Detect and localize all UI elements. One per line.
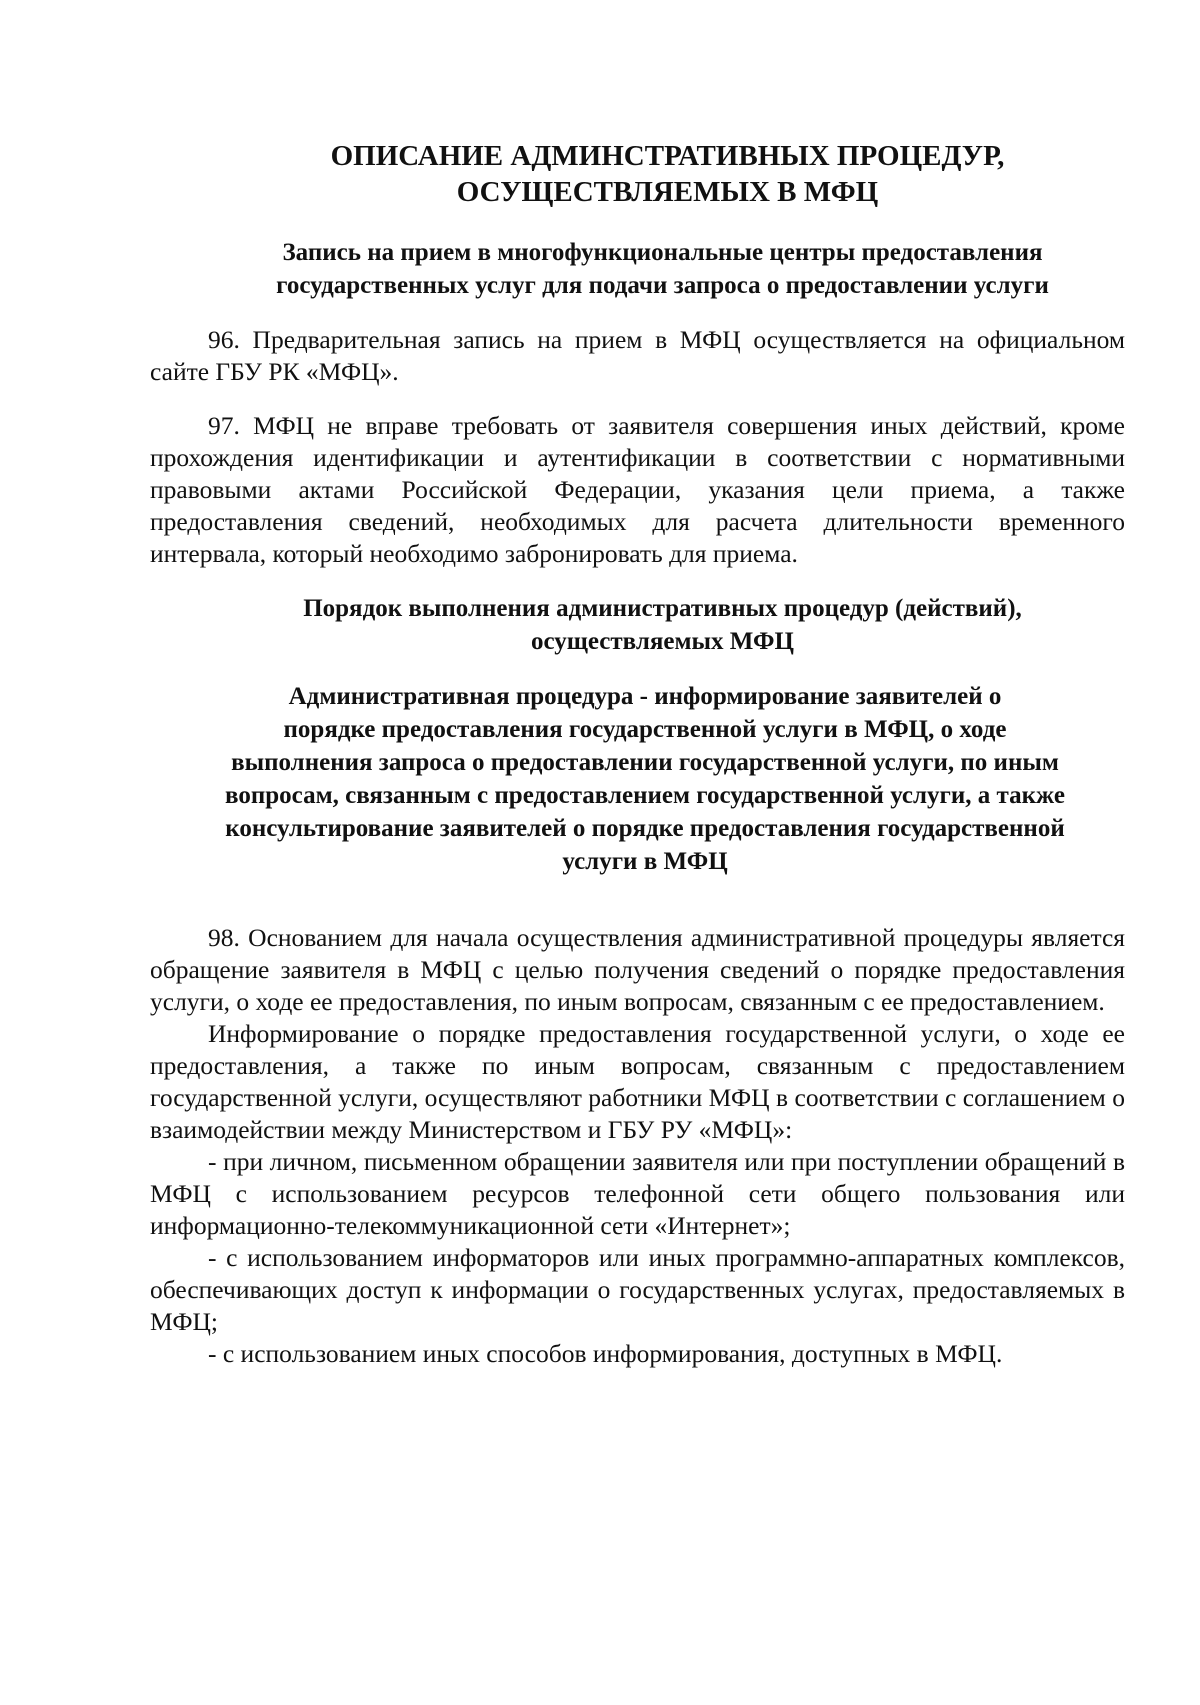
document-title-line-1: ОПИСАНИЕ АДМИНСТРАТИВНЫХ ПРОЦЕДУР, (330, 140, 1005, 172)
spacer (150, 570, 1125, 592)
section-heading-appointment (200, 236, 1125, 302)
procedure-heading-line-4: вопросам, связанным с предоставлением государственной услуги, а также (225, 782, 1065, 809)
procedure-heading-informing (165, 680, 1125, 878)
document-title (210, 138, 1125, 210)
procedure-heading-line-3: выполнения запроса о предоставлении государственной услуги, по иным (231, 749, 1059, 776)
document-page (150, 138, 1125, 1370)
paragraph-98-informing: Информирование о порядке предоставления государственной услуги, о ходе ее предоставления, а также по иным вопросам, связанным с предоставлением государственной услуги, осуществляют работники МФЦ в соответствии с соглашением о взаимодействии между Министерством и ГБУ РУ «МФЦ»: (150, 1019, 1125, 1144)
list-item-personal-appeal: - при личном, письменном обращении заявителя или при поступлении обращений в МФЦ с использованием ресурсов телефонной сети общего пользования или информационно-телекоммуникационной сети «Интернет»; (150, 1147, 1125, 1240)
section-heading-procedures (200, 592, 1125, 658)
procedure-heading-line-6: услуги в МФЦ (562, 848, 728, 875)
section-heading-procedures-line-1: Порядок выполнения административных процедур (действий), (303, 595, 1022, 622)
section-heading-appointment-line-2: государственных услуг для подачи запроса о предоставлении услуги (276, 272, 1049, 299)
paragraph-96: 96. Предварительная запись на прием в МФЦ осуществляется на официальном сайте ГБУ РК «МФЦ». (150, 325, 1125, 386)
paragraph-97: 97. МФЦ не вправе требовать от заявителя совершения иных действий, кроме прохождения идентификации и аутентификации в соответствии с нормативными правовыми актами Российской Федерации, указания цели приема, а также предоставления сведений, необходимых для расчета длительности временного интервала, который необходимо забронировать для приема. (150, 411, 1125, 568)
paragraph-98: 98. Основанием для начала осуществления административной процедуры является обращение заявителя в МФЦ с целью получения сведений о порядке предоставления услуги, о ходе ее предоставления, по иным вопросам, связанным с ее предоставлением. (150, 923, 1125, 1016)
document-title-line-2: ОСУЩЕСТВЛЯЕМЫХ В МФЦ (456, 176, 879, 208)
list-item-other-methods: - с использованием иных способов информирования, доступных в МФЦ. (208, 1339, 1003, 1368)
section-heading-appointment-line-1: Запись на прием в многофункциональные центры предоставления (282, 239, 1043, 266)
list-item-informers: - с использованием информаторов или иных программно-аппаратных комплексов, обеспечивающих доступ к информации о государственных услугах, предоставляемых в МФЦ; (150, 1243, 1125, 1336)
procedure-heading-line-1: Административная процедура - информирование заявителей о (288, 683, 1002, 710)
section-heading-procedures-line-2: осуществляемых МФЦ (531, 628, 794, 655)
procedure-heading-line-5: консультирование заявителей о порядке предоставления государственной (225, 815, 1065, 842)
spacer (150, 898, 1125, 922)
spacer (150, 388, 1125, 410)
procedure-heading-line-2: порядке предоставления государственной услуги в МФЦ, о ходе (283, 716, 1007, 743)
